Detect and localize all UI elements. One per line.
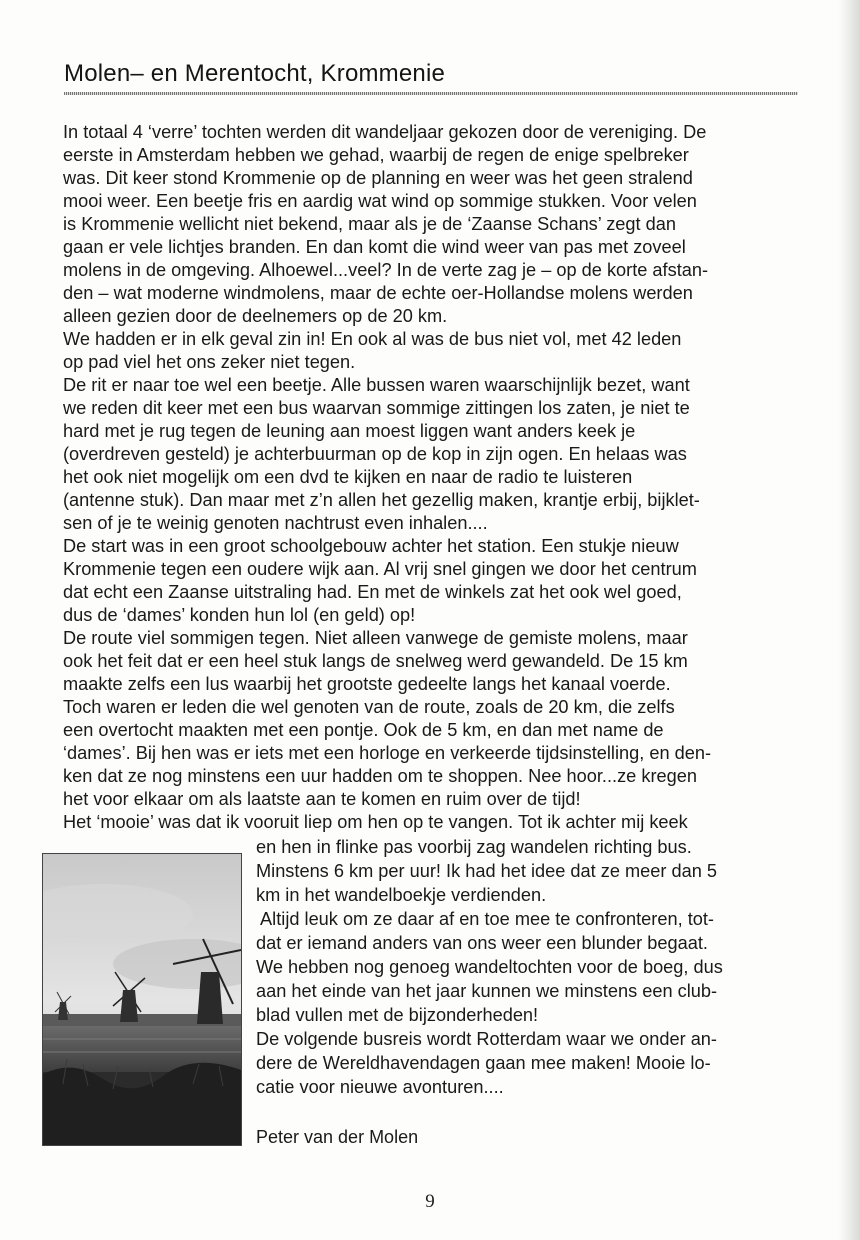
page-edge-shadow — [838, 0, 860, 1240]
body-line: sen of je te weinig genoten nachtrust even inhalen.... — [63, 513, 488, 533]
body-line: De route viel sommigen tegen. Niet alleen vanwege de gemiste molens, maar — [63, 628, 688, 648]
side-line: km in het wandelboekje verdienden. — [256, 885, 547, 905]
body-line: ook het feit dat er een heel stuk langs de snelweg werd gewandeld. De 15 km — [63, 651, 688, 671]
body-line: In totaal 4 ‘verre’ tochten werden dit wandeljaar gekozen door de vereniging. De — [63, 122, 707, 142]
side-line: dere de Wereldhavendagen gaan mee maken! Mooie lo- — [256, 1053, 711, 1073]
side-line: en hen in flinke pas voorbij zag wandelen richting bus. — [256, 837, 692, 857]
body-line: ken dat ze nog minstens een uur hadden om te shoppen. Nee hoor...ze kregen — [63, 766, 697, 786]
side-line: blad vullen met de bijzonderheden! — [256, 1005, 539, 1025]
body-line: ‘dames’. Bij hen was er iets met een horloge en verkeerde tijdsinstelling, en den- — [63, 743, 712, 763]
body-line: hard met je rug tegen de leuning aan moest liggen want anders keek je — [63, 421, 636, 441]
side-line: Minstens 6 km per uur! Ik had het idee dat ze meer dan 5 — [256, 861, 718, 881]
body-line: gaan er vele lichtjes branden. En dan komt die wind weer van pas met zoveel — [63, 237, 686, 257]
body-line: molens in de omgeving. Alhoewel...veel? In de verte zag je – op de korte afstan- — [63, 260, 709, 280]
side-line: dat er iemand anders van ons weer een blunder begaat. — [256, 933, 708, 953]
body-line: De start was in een groot schoolgebouw achter het station. Een stukje nieuw — [63, 536, 679, 556]
body-line: op pad viel het ons zeker niet tegen. — [63, 352, 356, 372]
body-line: maakte zelfs een lus waarbij het grootste gedeelte langs het kanaal voerde. — [63, 674, 671, 694]
windmill-photo — [42, 853, 242, 1146]
body-line: De rit er naar toe wel een beetje. Alle bussen waren waarschijnlijk bezet, want — [63, 375, 690, 395]
body-line: (antenne stuk). Dan maar met z’n allen het gezellig maken, krantje erbij, bijklet- — [63, 490, 700, 510]
side-line: We hebben nog genoeg wandeltochten voor de boeg, dus — [256, 957, 723, 977]
side-line: Altijd leuk om ze daar af en toe mee te confronteren, tot- — [256, 909, 714, 929]
title-divider — [64, 92, 798, 95]
side-line: De volgende busreis wordt Rotterdam waar we onder an- — [256, 1029, 717, 1049]
body-line: Het ‘mooie’ was dat ik vooruit liep om hen op te vangen. Tot ik achter mij keek — [63, 812, 688, 832]
body-line: een overtocht maakten met een pontje. Ook de 5 km, en dan met name de — [63, 720, 664, 740]
page-number: 9 — [425, 1191, 435, 1212]
body-line: we reden dit keer met een bus waarvan sommige zittingen los zaten, je niet te — [63, 398, 690, 418]
body-line: Toch waren er leden die wel genoten van de route, zoals de 20 km, die zelfs — [63, 697, 675, 717]
body-line: was. Dit keer stond Krommenie op de planning en weer was het geen stralend — [63, 168, 693, 188]
body-line: mooi weer. Een beetje fris en aardig wat wind op sommige stukken. Voor velen — [63, 191, 697, 211]
body-line: We hadden er in elk geval zin in! En ook al was de bus niet vol, met 42 leden — [63, 329, 682, 349]
side-line: catie voor nieuwe avonturen.... — [256, 1077, 504, 1097]
body-line: het voor elkaar om als laatste aan te komen en ruim over de tijd! — [63, 789, 581, 809]
author-signature: Peter van der Molen — [256, 1127, 419, 1147]
side-line: aan het einde van het jaar kunnen we minstens een club- — [256, 981, 718, 1001]
body-line: Krommenie tegen een oudere wijk aan. Al vrij snel gingen we door het centrum — [63, 559, 697, 579]
body-line: (overdreven gesteld) je achterbuurman op de kop in zijn ogen. En helaas was — [63, 444, 687, 464]
body-line: alleen gezien door de deelnemers op de 20 km. — [63, 306, 448, 326]
body-line: het ook niet mogelijk om een dvd te kijken en naar de radio te luisteren — [63, 467, 633, 487]
body-line: den – wat moderne windmolens, maar de echte oer-Hollandse molens werden — [63, 283, 693, 303]
body-line: dat echt een Zaanse uitstraling had. En met de winkels zat het ook wel goed, — [63, 582, 682, 602]
body-line: dus de ‘dames’ konden hun lol (en geld) op! — [63, 605, 416, 625]
article-title: Molen– en Merentocht, Krommenie — [64, 60, 446, 87]
body-line: is Krommenie wellicht niet bekend, maar als je de ‘Zaanse Schans’ zegt dan — [63, 214, 676, 234]
body-line: eerste in Amsterdam hebben we gehad, waarbij de regen de enige spelbreker — [63, 145, 689, 165]
